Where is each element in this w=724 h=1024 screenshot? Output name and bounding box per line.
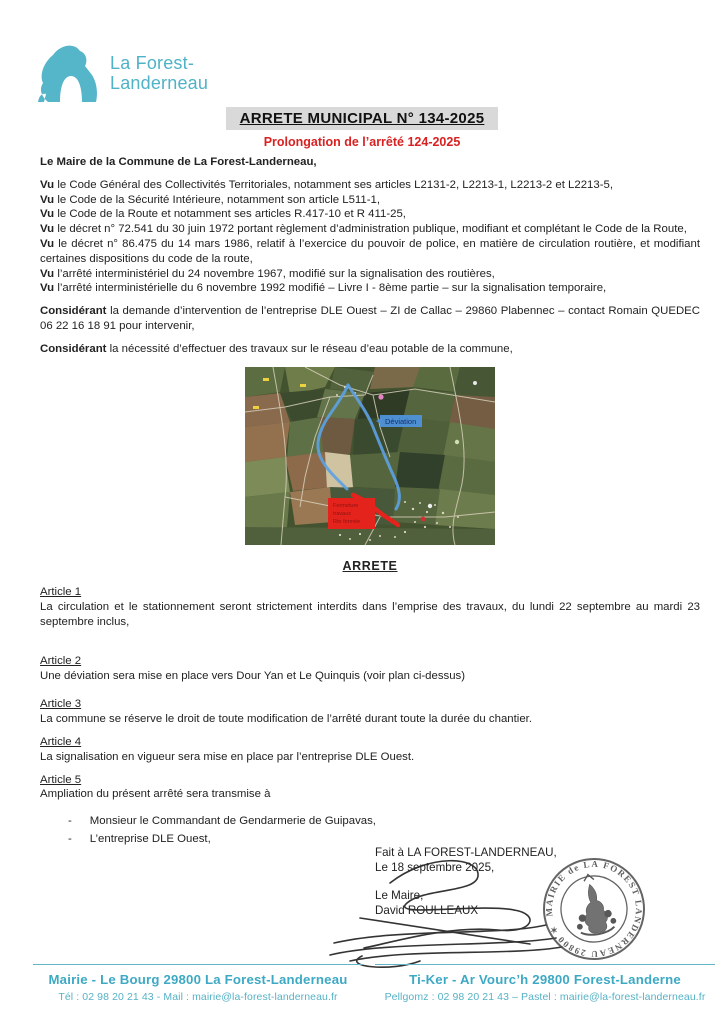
header — [0, 107, 724, 130]
vu-text: le Code de la Sécurité Intérieure, notamment son article L511-1, — [57, 193, 381, 206]
seal-text: MAIRIE de LA FOREST LANDERNEAU 29800 ✶ — [543, 858, 645, 960]
vu-text: l’arrêté interministériel du 24 novembre 1967, modifié sur la signalisation des routières, — [57, 267, 495, 280]
vu-prefix: Vu — [40, 237, 55, 250]
recipient-text: Monsieur le Commandant de Gendarmerie de Guipavas, — [89, 815, 376, 828]
article-body: La circulation et le stationnement seront strictement interdits dans l’emprise des travaux, du lundi 22 septembre au mardi 23 septembre inclus, — [40, 601, 700, 628]
article-5 — [40, 773, 700, 803]
vu-text: le décret n° 72.541 du 30 juin 1972 portant règlement d’administration publique, modifiant et complétant le Code de la Route, — [57, 223, 687, 236]
vu-prefix: Vu — [40, 193, 55, 206]
document-subtitle: Prolongation de l’arrêté 124-2025 — [263, 135, 461, 149]
signature-place: Fait à LA FOREST-LANDERNEAU, — [375, 846, 557, 859]
considerant-prefix: Considérant — [40, 305, 107, 318]
considerant-item — [40, 304, 700, 334]
considerant-prefix: Considérant — [40, 342, 107, 355]
article-heading: Article 3 — [40, 698, 82, 711]
vu-text: le Code Général des Collectivités Territoriales, notamment ses articles L2131-2, L2213-1, L2213-2 et L2213-5, — [57, 178, 614, 191]
signature-date: Le 18 septembre 2025, — [375, 861, 495, 874]
article-body: La signalisation en vigueur sera mise en place par l’entreprise DLE Ouest. — [40, 750, 415, 763]
article-4 — [40, 735, 700, 765]
recipient-text: L’entreprise DLE Ouest, — [89, 832, 211, 845]
recipient-list — [40, 814, 700, 847]
footer-french — [33, 964, 363, 1003]
footer-contact-br: Pellgomz : 02 98 20 21 43 – Pastel : mairie@la-forest-landerneau.fr — [384, 991, 706, 1003]
footer-breton — [375, 964, 715, 1003]
logo-line1: La Forest- — [110, 53, 195, 73]
vu-prefix: Vu — [40, 267, 55, 280]
dash-bullet: - — [68, 815, 72, 828]
work-zone-label-line: travaux — [333, 510, 352, 517]
considerant-item — [40, 342, 700, 357]
vu-item — [40, 281, 700, 296]
work-zone-label-line: Rte fermée — [333, 518, 361, 525]
signature-name: David ROULLEAUX — [375, 904, 479, 917]
commune-logo-text — [110, 53, 208, 93]
footer-contact-fr: Tél : 02 98 20 21 43 - Mail : mairie@la-forest-landerneau.fr — [58, 991, 338, 1003]
vu-text: le décret n° 86.475 du 14 mars 1986, relatif à l’exercice du pouvoir de police, en matière de circulation routière, et modifiant certaines dispositions du code de la route, — [40, 237, 700, 265]
vu-item — [40, 207, 700, 222]
work-zone-label-line: Fermeture — [333, 502, 359, 509]
article-heading: Article 2 — [40, 654, 82, 667]
dash-bullet: - — [68, 832, 72, 845]
deviation-label: Déviation — [385, 416, 417, 426]
article-body: La commune se réserve le droit de toute modification de l’arrêté durant toute la durée du chantier. — [40, 713, 532, 726]
article-3 — [40, 697, 700, 727]
decree-heading: ARRETE — [342, 558, 398, 573]
official-seal — [533, 848, 656, 971]
article-heading: Article 1 — [40, 586, 82, 599]
commune-logo — [38, 44, 208, 102]
vu-item — [40, 178, 700, 193]
document-title: ARRETE MUNICIPAL N° 134-2025 — [226, 107, 499, 130]
opening-line: Le Maire de la Commune de La Forest-Landerneau, — [40, 156, 317, 168]
list-item — [68, 814, 700, 829]
vu-prefix: Vu — [40, 178, 55, 191]
considerant-text: la nécessité d’effectuer des travaux sur le réseau d’eau potable de la commune, — [109, 342, 513, 355]
vu-item — [40, 237, 700, 267]
article-1 — [40, 585, 700, 639]
vu-item — [40, 193, 700, 208]
article-heading: Article 4 — [40, 735, 82, 748]
article-2 — [40, 654, 700, 684]
article-body: Ampliation du présent arrêté sera transmise à — [40, 788, 271, 801]
article-heading: Article 5 — [40, 773, 82, 786]
considerant-text: la demande d’intervention de l’entreprise DLE Ouest – ZI de Callac – 29860 Plabennec – contact Romain QUEDEC 06 22 16 18 91 pour intervenir, — [40, 305, 700, 332]
article-body: Une déviation sera mise en place vers Dour Yan et Le Quinquis (voir plan ci-dessus) — [40, 669, 466, 682]
logo-line2: Landerneau — [110, 73, 209, 93]
footer-address-fr: Mairie - Le Bourg 29800 La Forest-Landerneau — [48, 972, 348, 987]
vu-item — [40, 222, 700, 237]
vu-text: l’arrêté interministérielle du 6 novembre 1992 modifié – Livre I - 8ème partie – sur la signalisation temporaire, — [57, 282, 607, 295]
footer-address-br: Ti-Ker - Ar Vourc’h 29800 Forest-Landerne — [409, 972, 681, 987]
vu-prefix: Vu — [40, 223, 55, 236]
vu-item — [40, 267, 700, 282]
deviation-map — [245, 367, 495, 545]
aerial-map-image — [245, 367, 495, 545]
signature-role: Le Maire, — [375, 889, 424, 902]
vu-text: le Code de la Route et notamment ses articles R.417-10 et R 411-25, — [57, 208, 406, 221]
vu-prefix: Vu — [40, 282, 55, 295]
vu-prefix: Vu — [40, 208, 55, 221]
arch-logo-icon — [38, 44, 102, 102]
document-body — [40, 155, 700, 850]
